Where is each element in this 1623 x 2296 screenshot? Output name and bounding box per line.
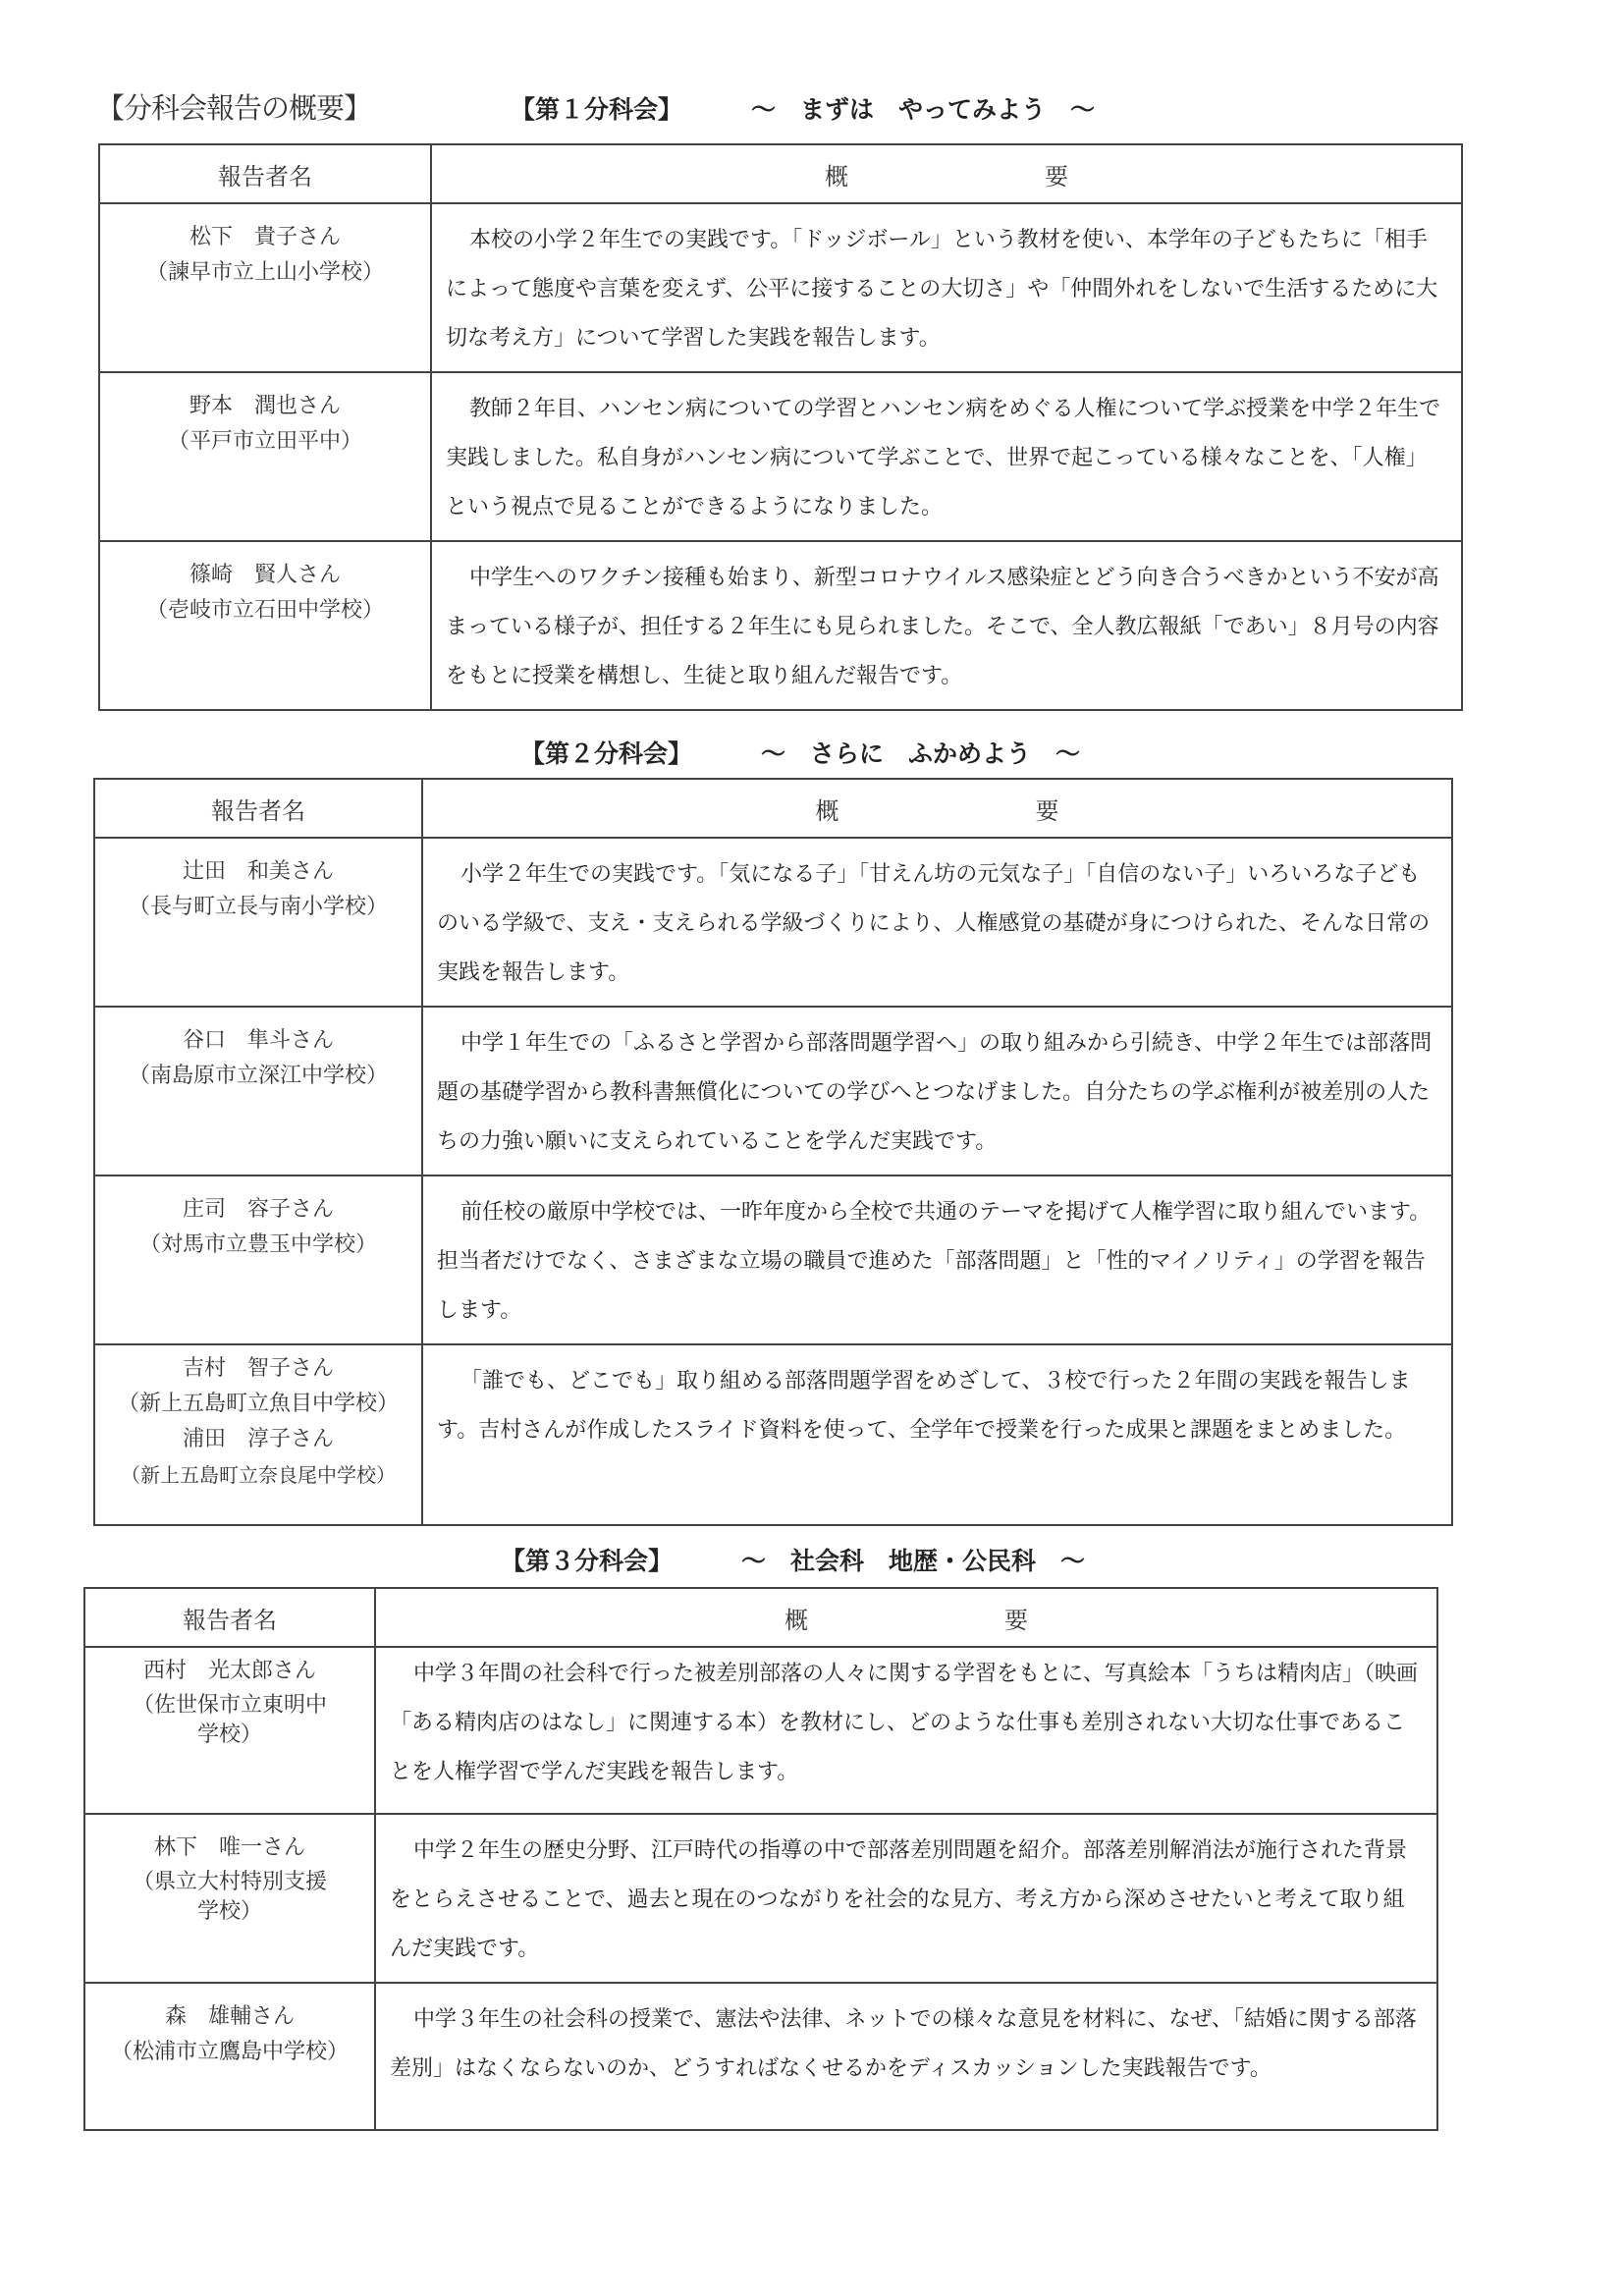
summary-cell: 中学１年生での「ふるさと学習から部落問題学習へ」の取り組みから引続き、中学２年生では部落問題の基礎学習から教科書無償化についての学びへとつなげました。自分たちの学ぶ権利が被差別の人たちの力強い願いに支えられていることを学んだ実践です。: [422, 1007, 1452, 1175]
table-row: [94, 1007, 1452, 1175]
reporter-name: 森 雄輔さん: [164, 2004, 295, 2029]
reporter-cell: [84, 1983, 375, 2130]
reporter-cell: [84, 1647, 375, 1814]
section-subtitle: ～ さらに ふかめよう ～: [761, 739, 1081, 768]
section-title: 【第１分科会】: [511, 95, 683, 124]
section-title: 【第２分科会】: [520, 739, 693, 768]
reporter-cell: [94, 1344, 422, 1525]
reporter-cell: [84, 1814, 375, 1983]
report-table-3: [83, 1587, 1438, 2131]
reporter-cell: [94, 1175, 422, 1344]
page-title: 【分科会報告の概要】: [96, 91, 372, 125]
summary-cell: 小学２年生での実践です。「気になる子」「甘えん坊の元気な子」「自信のない子」いろいろな子どものいる学級で、支え・支えられる学級づくりにより、人権感覚の基礎が身につけられた、そんな日常の実践を報告します。: [422, 838, 1452, 1007]
table-header-row: [99, 144, 1462, 203]
reporter-name: 野本 潤也さん: [189, 394, 341, 418]
reporter-cell: [94, 1007, 422, 1175]
summary-cell: 前任校の厳原中学校では、一昨年度から全校で共通のテーマを掲げて人権学習に取り組んでいます。担当者だけでなく、さまざまな立場の職員で進めた「部落問題」と「性的マイノリティ」の学習を報告します。: [422, 1175, 1452, 1344]
report-table-2: [93, 778, 1453, 1526]
reporter-cell: [99, 203, 431, 372]
reporter-name: 谷口 隼斗さん: [182, 1028, 334, 1053]
summary-cell: 中学生へのワクチン接種も始まり、新型コロナウイルス感染症とどう向き合うべきかという不安が高まっている様子が、担任する２年生にも見られました。そこで、全人教広報紙「であい」８月号の内容をもとに授業を構想し、生徒と取り組んだ報告です。: [431, 541, 1462, 710]
reporter-cell: [99, 541, 431, 710]
summary-cell: 本校の小学２年生での実践です。「ドッジボール」という教材を使い、本学年の子どもたちに「相手によって態度や言葉を変えず、公平に接することの大切さ」や「仲間外れをしないで生活するために大切な考え方」について学習した実践を報告します。: [431, 203, 1462, 372]
header-name: 報告者名: [94, 779, 422, 838]
reporter-school: （長与町立長与南小学校）: [128, 895, 388, 919]
summary-cell: 「誰でも、どこでも」取り組める部落問題学習をめざして、３校で行った２年間の実践を報告します。吉村さんが作成したスライド資料を使って、全学年で授業を行った成果と課題をまとめました。: [422, 1344, 1452, 1525]
reporter-school: （県立大村特別支援学校）: [132, 1870, 327, 1924]
table-row: [94, 1344, 1452, 1525]
header-summary: 概 要: [422, 779, 1452, 838]
table-row: [99, 541, 1462, 710]
header-summary: 概 要: [375, 1588, 1437, 1647]
summary-cell: 中学３年間の社会科で行った被差別部落の人々に関する学習をもとに、写真絵本「うちは精肉店」（映画「ある精肉店のはなし」に関連する本）を教材にし、どのような仕事も差別されない大切な仕事であることを人権学習で学んだ実践を報告します。: [375, 1647, 1437, 1814]
reporter-school: （壱岐市立石田中学校）: [145, 598, 384, 623]
table-header-row: [94, 779, 1452, 838]
table-row: [84, 1647, 1437, 1814]
report-table-1: [98, 143, 1463, 711]
header-summary: 概 要: [431, 144, 1462, 203]
summary-cell: 教師２年目、ハンセン病についての学習とハンセン病をめぐる人権について学ぶ授業を中学２年生で実践しました。私自身がハンセン病について学ぶことで、世界で起こっている様々なことを、「人権」という視点で見ることができるようになりました。: [431, 372, 1462, 541]
reporter-school: （佐世保市立東明中学校）: [132, 1693, 327, 1747]
reporter-school: （南島原市立深江中学校）: [128, 1064, 388, 1088]
reporter-school: （新上五島町立魚目中学校）: [117, 1392, 399, 1416]
section-title: 【第３分科会】: [501, 1547, 674, 1575]
summary-cell: 中学２年生の歴史分野、江戸時代の指導の中で部落差別問題を紹介。部落差別解消法が施行された背景をとらえさせることで、過去と現在のつながりを社会的な見方、考え方から深めさせたいと考えて取り組んだ実践です。: [375, 1814, 1437, 1983]
reporter-name: 辻田 和美さん: [182, 859, 334, 884]
section-heading-2: [520, 735, 1080, 770]
reporter-cell: [99, 372, 431, 541]
reporter-cell: [94, 838, 422, 1007]
reporter-school: （諫早市立上山小学校）: [145, 260, 384, 285]
table-row: [94, 1175, 1452, 1344]
reporter-school: （松浦市立鷹島中学校）: [110, 2040, 349, 2064]
section-subtitle: ～ まずは やってみよう ～: [751, 95, 1096, 124]
reporter-school: （新上五島町立奈良尾中学校）: [121, 1463, 396, 1487]
table-row: [99, 203, 1462, 372]
header-name: 報告者名: [99, 144, 431, 203]
reporter-name: 庄司 容子さん: [182, 1197, 334, 1222]
section-subtitle: ～ 社会科 地歴・公民科 ～: [741, 1547, 1086, 1575]
table-row: [99, 372, 1462, 541]
table-row: [84, 1814, 1437, 1983]
reporter-name: 浦田 淳子さん: [182, 1427, 334, 1451]
summary-cell: 中学３年生の社会科の授業で、憲法や法律、ネットでの様々な意見を材料に、なぜ、「結婚に関する部落差別」はなくならないのか、どうすればなくせるかをディスカッションした実践報告です。: [375, 1983, 1437, 2130]
table-row: [84, 1983, 1437, 2130]
header-name: 報告者名: [84, 1588, 375, 1647]
reporter-name: 篠崎 賢人さん: [189, 563, 341, 587]
section-heading-3: [501, 1542, 1085, 1577]
reporter-name: 吉村 智子さん: [182, 1356, 334, 1381]
reporter-name: 林下 唯一さん: [153, 1835, 305, 1860]
table-row: [94, 838, 1452, 1007]
table-header-row: [84, 1588, 1437, 1647]
section-heading-1: [511, 90, 1095, 126]
reporter-name: 松下 貴子さん: [189, 225, 341, 249]
reporter-school: （平戸市立田平中）: [167, 429, 362, 454]
reporter-name: 西村 光太郎さん: [142, 1659, 316, 1683]
reporter-school: （対馬市立豊玉中学校）: [138, 1232, 377, 1257]
